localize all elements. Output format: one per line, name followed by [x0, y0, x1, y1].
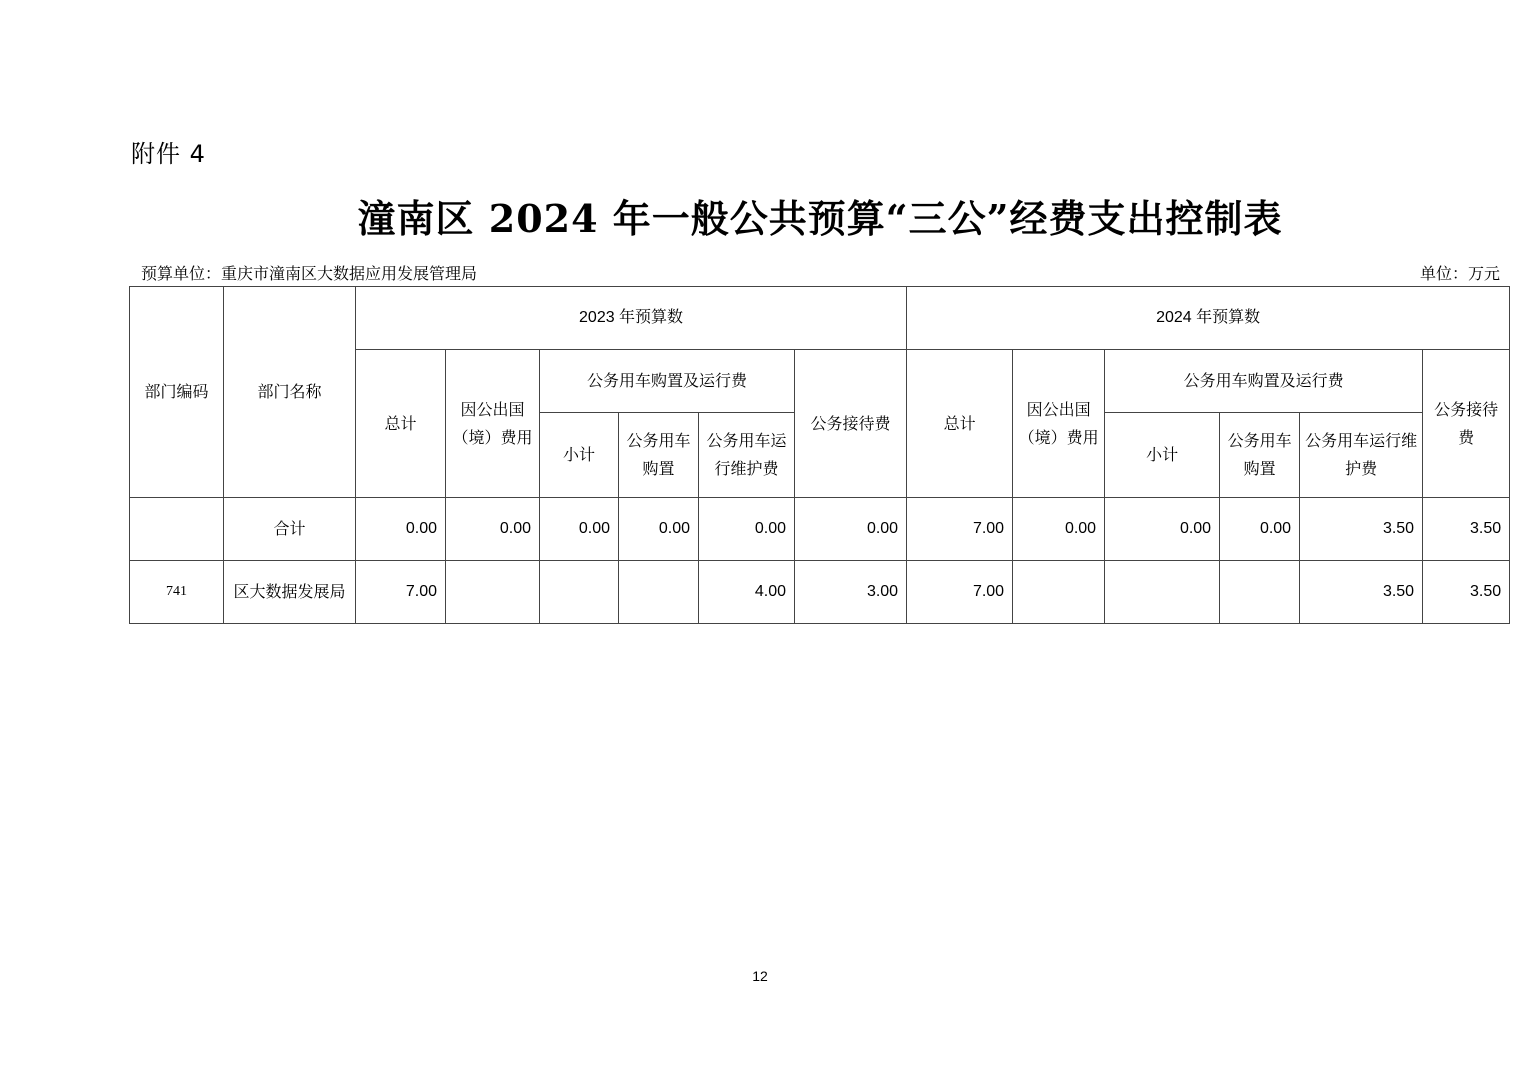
row-code: 741 [130, 561, 224, 624]
cell-value: 3.50 [1423, 561, 1510, 624]
table-row-total [130, 498, 1510, 561]
cell-value: 0.00 [446, 498, 540, 561]
table-row-department [130, 561, 1510, 624]
header-dept-code: 部门编码 [130, 287, 224, 498]
row-name: 区大数据发展局 [224, 561, 356, 624]
header-year-2023: 2023 年预算数 [356, 287, 907, 350]
cell-value: 0.00 [619, 498, 699, 561]
unit-label: 单位：万元 [1419, 264, 1500, 283]
cell-value: 0.00 [540, 498, 619, 561]
cell-value: 7.00 [907, 561, 1013, 624]
header-year-2024: 2024 年预算数 [907, 287, 1510, 350]
header-vehicle-purchase-2024: 公务用车购置 [1220, 413, 1300, 498]
cell-value: 3.50 [1423, 498, 1510, 561]
header-reception-2023: 公务接待费 [795, 350, 907, 498]
page-number: 12 [752, 968, 768, 984]
cell-value: 3.50 [1300, 498, 1423, 561]
budget-table [129, 286, 1510, 624]
header-total-2023: 总计 [356, 350, 446, 498]
header-subtotal-2024: 小计 [1105, 413, 1220, 498]
cell-value [1220, 561, 1300, 624]
page-title: 潼南区 2024 年一般公共预算“三公”经费支出控制表 [357, 196, 1283, 241]
cell-value: 4.00 [699, 561, 795, 624]
header-abroad-2023: 因公出国（境）费用 [446, 350, 540, 498]
row-name: 合计 [224, 498, 356, 561]
cell-value: 0.00 [1013, 498, 1105, 561]
cell-value [1105, 561, 1220, 624]
header-vehicle-purchase-2023: 公务用车购置 [619, 413, 699, 498]
header-subtotal-2023: 小计 [540, 413, 619, 498]
cell-value: 0.00 [795, 498, 907, 561]
header-vehicle-2024: 公务用车购置及运行费 [1105, 350, 1423, 413]
cell-value [1013, 561, 1105, 624]
cell-value [619, 561, 699, 624]
attachment-label: 附件 4 [131, 140, 206, 168]
header-vehicle-maintenance-2023: 公务用车运行维护费 [699, 413, 795, 498]
cell-value [540, 561, 619, 624]
cell-value [446, 561, 540, 624]
cell-value: 7.00 [356, 561, 446, 624]
header-dept-name: 部门名称 [224, 287, 356, 498]
header-abroad-2024: 因公出国（境）费用 [1013, 350, 1105, 498]
cell-value: 7.00 [907, 498, 1013, 561]
header-reception-2024: 公务接待费 [1423, 350, 1510, 498]
budget-unit: 预算单位：重庆市潼南区大数据应用发展管理局 [141, 264, 478, 283]
cell-value: 0.00 [699, 498, 795, 561]
header-vehicle-maintenance-2024: 公务用车运行维护费 [1300, 413, 1423, 498]
cell-value: 0.00 [356, 498, 446, 561]
header-vehicle-2023: 公务用车购置及运行费 [540, 350, 795, 413]
cell-value: 0.00 [1105, 498, 1220, 561]
header-total-2024: 总计 [907, 350, 1013, 498]
cell-value: 3.50 [1300, 561, 1423, 624]
row-code [130, 498, 224, 561]
cell-value: 3.00 [795, 561, 907, 624]
cell-value: 0.00 [1220, 498, 1300, 561]
